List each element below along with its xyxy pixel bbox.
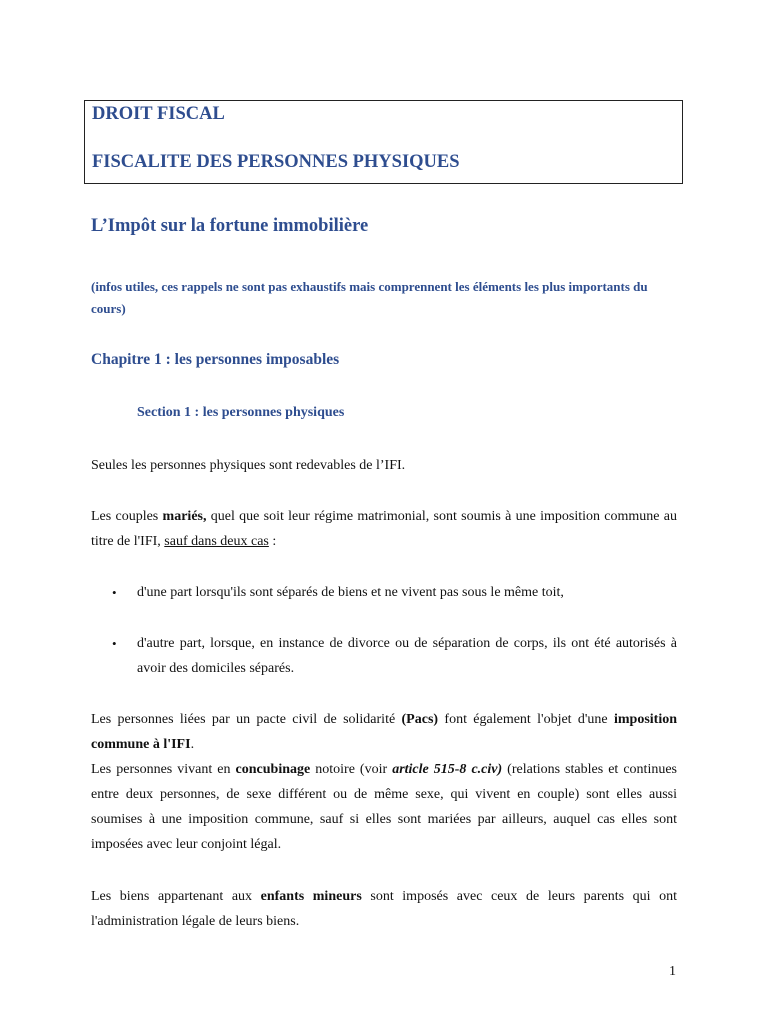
course-title: DROIT FISCAL [92, 104, 225, 124]
list-item [91, 580, 677, 605]
course-subtitle: FISCALITE DES PERSONNES PHYSIQUES [92, 152, 460, 172]
paragraph-1: Seules les personnes physiques sont redevables de l’IFI. [91, 458, 406, 473]
title-box [84, 100, 683, 184]
section-heading: Section 1 : les personnes physiques [137, 405, 345, 420]
paragraph-3: Les personnes liées par un pacte civil de solidarité (Pacs) font également l'objet d'une imposition commune à l'IFI. [91, 712, 677, 752]
paragraph-2: Les couples mariés, quel que soit leur régime matrimonial, sont soumis à une imposition commune au titre de l'IFI, sauf dans deux cas : [91, 509, 677, 549]
list-item [91, 631, 677, 681]
bullet-icon: • [112, 636, 117, 651]
page-number: 1 [669, 964, 676, 979]
bullet-icon: • [112, 585, 117, 600]
paragraph-4: Les personnes vivant en concubinage notoire (voir article 515-8 c.civ) (relations stables et continues entre deux personnes, de sexe différent ou de même sexe, qui vivent en couple) sont elles aussi soumises à une imposition commune, sauf si elles sont mariées par ailleurs, auquel cas elles sont imposées avec leur conjoint légal. [91, 762, 678, 852]
list-item-text: d'une part lorsqu'ils sont séparés de biens et ne vivent pas sous le même toit, [137, 585, 564, 600]
chapter-heading: Chapitre 1 : les personnes imposables [91, 351, 340, 368]
intro-note: (infos utiles, ces rappels ne sont pas exhaustifs mais comprennent les éléments les plus importants du cours) [91, 279, 648, 316]
list-item-text: d'autre part, lorsque, en instance de divorce ou de séparation de corps, ils ont été autorisés à avoir des domiciles séparés. [137, 636, 677, 676]
document-heading: L’Impôt sur la fortune immobilière [91, 216, 369, 236]
paragraph-5: Les biens appartenant aux enfants mineurs sont imposés avec ceux de leurs parents qui ont l'administration légale de leurs biens. [91, 889, 677, 929]
